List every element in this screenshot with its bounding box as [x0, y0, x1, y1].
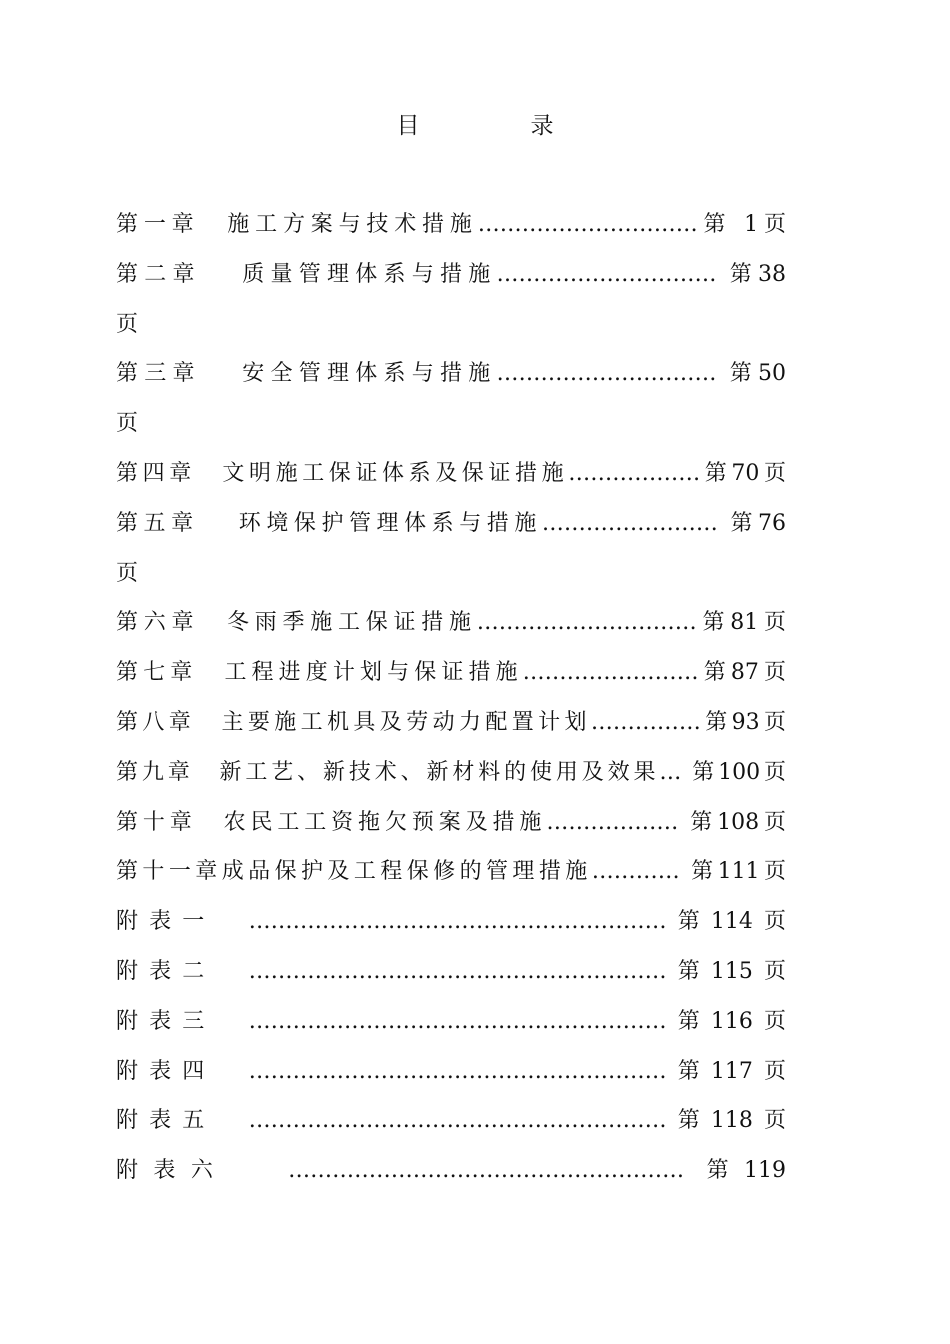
toc-entry-chapter-5[interactable]: 第五章 环境保护管理体系与措施…………………… 第76: [116, 510, 786, 536]
toc-entry-appendix-1[interactable]: 附表一 …………………………………………………第114页: [116, 909, 786, 935]
toc-entry-chapter-1[interactable]: 第一章 施工方案与技术措施…………………………第 1页: [116, 212, 786, 237]
toc-entry-chapter-4[interactable]: 第四章 文明施工保证体系及保证措施………………第70页: [116, 460, 786, 486]
toc-entry-chapter-2-wrap: 页: [116, 311, 139, 337]
toc-entry-appendix-4[interactable]: 附表四 …………………………………………………第117页: [116, 1058, 786, 1084]
toc-entry-chapter-2[interactable]: 第二章 质量管理体系与措施………………………… 第38: [116, 261, 786, 287]
toc-entry-appendix-5[interactable]: 附表五 …………………………………………………第118页: [116, 1108, 786, 1134]
table-of-contents: [116, 200, 786, 1196]
toc-entry-appendix-6[interactable]: 附表六 ……………………………………………… 第119: [116, 1158, 786, 1184]
toc-entry-chapter-11[interactable]: 第十一章成品保护及工程保修的管理措施………… 第111页: [116, 859, 786, 885]
toc-entry-chapter-3[interactable]: 第三章 安全管理体系与措施………………………… 第50: [116, 361, 786, 387]
toc-entry-chapter-7[interactable]: 第七章 工程进度计划与保证措施……………………第87页: [116, 660, 786, 686]
toc-entry-chapter-3-wrap: 页: [116, 411, 139, 437]
toc-entry-chapter-6[interactable]: 第六章 冬雨季施工保证措施…………………………第81页: [116, 610, 786, 636]
toc-entry-chapter-10[interactable]: 第十章 农民工工资拖欠预案及措施……………… 第108页: [116, 809, 786, 835]
toc-entry-chapter-8[interactable]: 第八章 主要施工机具及劳动力配置计划……………第93页: [116, 709, 786, 735]
toc-entry-appendix-2[interactable]: 附表二 …………………………………………………第115页: [116, 958, 786, 984]
toc-entry-chapter-5-wrap: 页: [116, 560, 139, 586]
toc-entry-chapter-9[interactable]: 第九章 新工艺、新技术、新材料的使用及效果… 第100页: [116, 759, 786, 785]
toc-entry-appendix-3[interactable]: 附表三 …………………………………………………第116页: [116, 1008, 786, 1034]
page-title: 目 录: [396, 113, 598, 139]
